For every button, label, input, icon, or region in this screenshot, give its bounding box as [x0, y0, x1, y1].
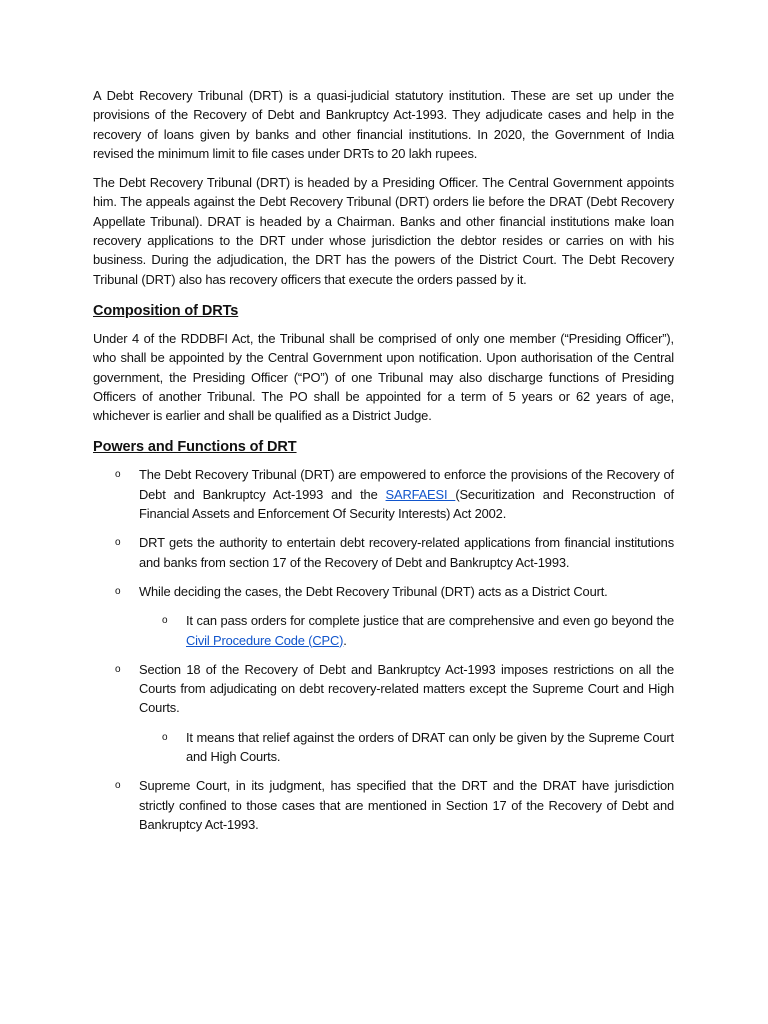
list-item-text: Supreme Court, in its judgment, has specified that the DRT and the DRAT have jurisdiction strictly confined to those cases that are mentioned in Section 17 of the Recovery of Debt and Bankruptcy Act-1993.: [139, 778, 674, 832]
list-item-text: Section 18 of the Recovery of Debt and Bankruptcy Act-1993 imposes restrictions on all the Courts from adjudicating on debt recovery-related matters except the Supreme Court and High Courts.: [139, 661, 674, 716]
powers-heading: Powers and Functions of DRT: [93, 439, 297, 456]
sub-list-item: [93, 611, 674, 650]
list-item-text: .: [343, 632, 347, 648]
drt-head-paragraph: The Debt Recovery Tribunal (DRT) is headed by a Presiding Officer. The Central Government appoints him. The appeals against the Debt Recovery Tribunal (DRT) orders lie before the DRAT (Debt Recovery Appellate Tribunal). DRAT is headed by a Chairman. Banks and other financial institutions make loan recovery applications to the DRT under whose jurisdiction the debtor resides or carries on with his business. During the adjudication, the DRT has the powers of the District Court. The Debt Recovery Tribunal (DRT) also has recovery officers that execute the orders passed by it.: [93, 175, 674, 287]
bullet-icon: o: [115, 585, 121, 597]
bullet-icon: o: [115, 469, 121, 481]
bullet-icon: o: [115, 663, 121, 675]
list-item: [93, 660, 674, 718]
list-item: [93, 533, 674, 572]
intro-paragraph: A Debt Recovery Tribunal (DRT) is a quasi-judicial statutory institution. These are set up under the provisions of the Recovery of Debt and Bankruptcy Act-1993. They adjudicate cases and help in the recovery of loans given by banks and other financial institutions. In 2020, the Government of India revised the minimum limit to file cases under DRTs to 20 lakh rupees.: [93, 88, 674, 161]
list-item-text: It means that relief against the orders of DRAT can only be given by the Supreme Court and High Courts.: [186, 729, 674, 765]
cpc-link[interactable]: Civil Procedure Code (CPC): [186, 632, 344, 648]
list-item: [93, 776, 674, 834]
composition-heading: Composition of DRTs: [93, 302, 239, 319]
sarfaesi-link[interactable]: SARFAESI: [385, 486, 456, 502]
list-item-text: (Securitization and Reconstruction of Financial Assets and Enforcement Of Security Interests) Act 2002.: [139, 486, 674, 522]
list-item-text: DRT gets the authority to entertain debt recovery-related applications from financial institutions and banks from section 17 of the Recovery of Debt and Bankruptcy Act-1993.: [139, 535, 674, 570]
bullet-icon: o: [115, 537, 121, 549]
powers-list: [93, 465, 674, 834]
bullet-icon: o: [115, 780, 121, 792]
list-item: [93, 465, 674, 523]
sub-list-item: [93, 728, 674, 767]
bullet-icon: o: [162, 615, 168, 627]
list-item: [93, 582, 674, 601]
document-page: [93, 86, 674, 844]
composition-paragraph: Under 4 of the RDDBFI Act, the Tribunal shall be comprised of only one member (“Presiding Officer”), who shall be appointed by the Central Government upon notification. Upon authorisation of the Central government, the Presiding Officer (“PO”) of one Tribunal may also discharge functions of Presiding Officers of another Tribunal. The PO shall be appointed for a term of 5 years or 62 years of age, whichever is earlier and shall be qualified as a District Judge.: [93, 330, 674, 424]
list-item-text: It can pass orders for complete justice that are comprehensive and even go beyond the: [186, 613, 674, 629]
list-item-text: The Debt Recovery Tribunal (DRT) are empowered to enforce the provisions of the Recovery of Debt and Bankruptcy Act-1993 and the: [139, 467, 674, 502]
bullet-icon: o: [162, 731, 168, 743]
list-item-text: While deciding the cases, the Debt Recovery Tribunal (DRT) acts as a District Court.: [139, 583, 608, 599]
